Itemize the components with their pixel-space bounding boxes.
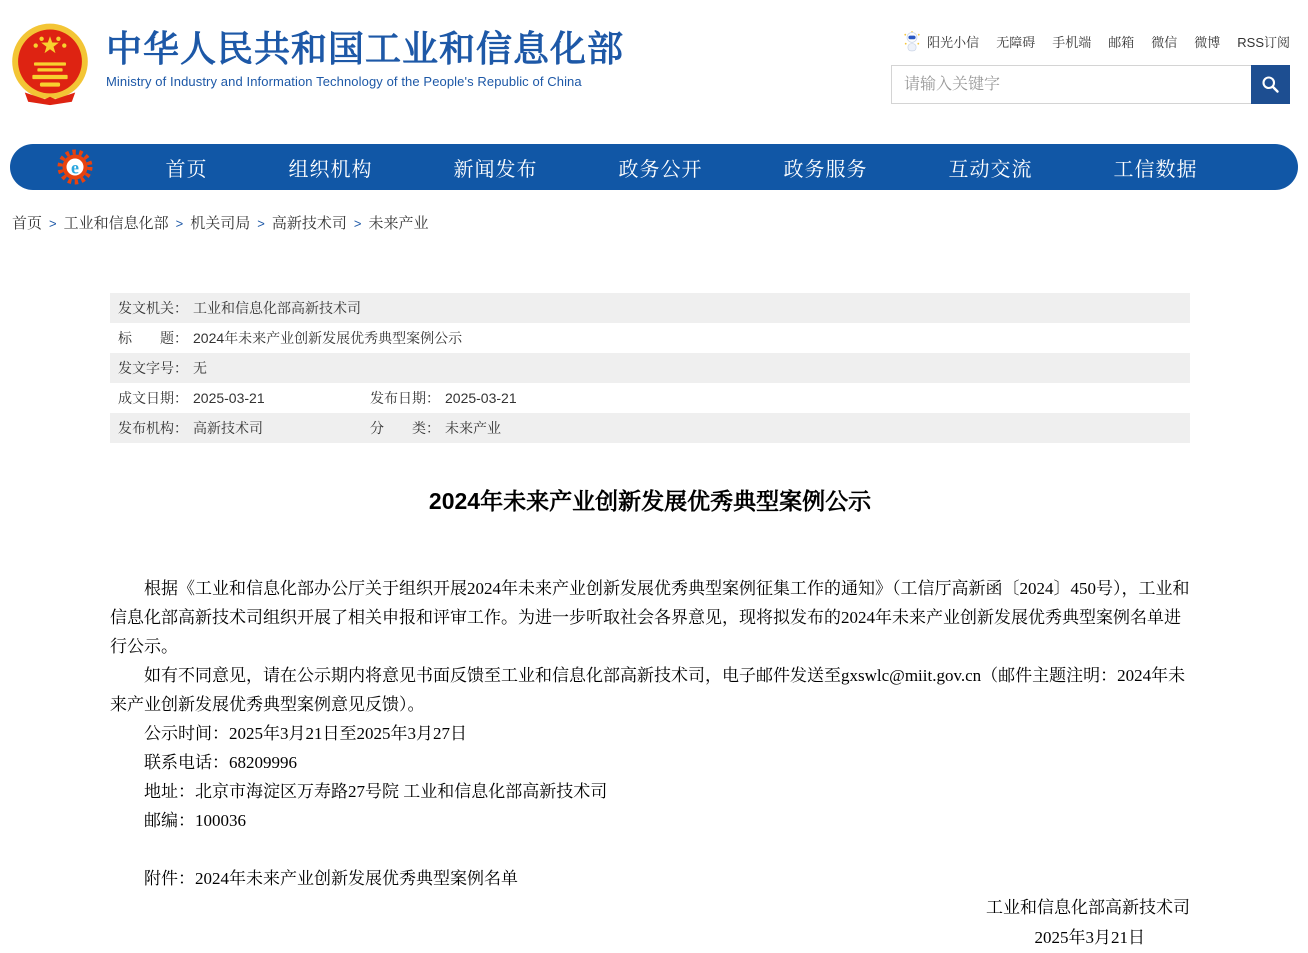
article-body: [110, 574, 1190, 835]
article-paragraph-5: 邮编：100036: [144, 811, 246, 830]
article-paragraph-2: 公示时间：2025年3月21日至2025年3月27日: [144, 724, 467, 743]
brand-text: [106, 22, 624, 89]
meta-label: 发布日期：: [370, 390, 440, 406]
meta-label: 发布机构：: [118, 420, 188, 436]
meta-row-1: [110, 323, 1190, 353]
site-title: 中华人民共和国工业和信息化部: [106, 28, 625, 69]
breadcrumb-item-4[interactable]: 未来产业: [368, 215, 429, 232]
search-button[interactable]: [1251, 65, 1290, 104]
meta-row-2: [110, 353, 1190, 383]
meta-label: 发文字号：: [118, 360, 188, 376]
meta-value: 工业和信息化部高新技术司: [193, 300, 361, 316]
top-links-list: [927, 32, 1290, 51]
main-nav: [10, 144, 1298, 190]
nav-item-4[interactable]: 政务服务: [783, 158, 868, 181]
meta-cell: [110, 323, 462, 353]
nav-item-0[interactable]: 首页: [165, 158, 208, 181]
meta-label: 分 类：: [370, 420, 440, 436]
breadcrumb-item-1[interactable]: 工业和信息化部: [63, 215, 169, 232]
search-input[interactable]: [891, 65, 1251, 104]
miit-gear-logo-icon: [55, 147, 95, 187]
nav-item-1[interactable]: 组织机构: [288, 158, 373, 181]
meta-value: 2024年未来产业创新发展优秀典型案例公示: [193, 330, 463, 346]
meta-row-3: [110, 383, 1190, 413]
meta-row-4: [110, 413, 1190, 443]
attachment-link[interactable]: 附件：2024年未来产业创新发展优秀典型案例名单: [144, 869, 518, 888]
article-title: 2024年未来产业创新发展优秀典型案例公示: [428, 488, 872, 514]
site-header: [0, 0, 1308, 132]
breadcrumb-separator: >: [49, 216, 57, 231]
breadcrumb-item-2[interactable]: 机关司局: [190, 215, 251, 232]
mascot-icon[interactable]: [903, 30, 921, 52]
signature-date: 2025年3月21日: [1034, 928, 1145, 947]
top-link-1[interactable]: 无障碍: [996, 34, 1036, 50]
svg-text:e: e: [71, 157, 79, 178]
site-subtitle: Ministry of Industry and Information Technology of the People's Republic of China: [106, 74, 582, 90]
nav-list: [95, 153, 1298, 182]
meta-cell: [110, 413, 370, 443]
top-link-3[interactable]: 邮箱: [1108, 34, 1135, 50]
article-paragraph-1: 如有不同意见，请在公示期内将意见书面反馈至工业和信息化部高新技术司，电子邮件发送至gxswlc@miit.gov.cn（邮件主题注明：2024年未来产业创新发展优秀典型案例意见反馈）。: [110, 666, 1186, 714]
meta-label: 成文日期：: [118, 390, 188, 406]
search-icon: [1260, 74, 1281, 95]
top-link-5[interactable]: 微博: [1194, 34, 1221, 50]
search-box: [891, 65, 1290, 104]
meta-cell: [370, 413, 501, 443]
meta-cell: [110, 383, 370, 413]
meta-cell: [110, 293, 361, 323]
breadcrumb-item-3[interactable]: 高新技术司: [271, 215, 347, 232]
breadcrumb: [12, 212, 1308, 233]
article-paragraph-3: 联系电话：68209996: [144, 753, 297, 772]
breadcrumb-item-0[interactable]: 首页: [12, 215, 43, 232]
nav-item-3[interactable]: 政务公开: [618, 158, 703, 181]
breadcrumb-separator: >: [257, 216, 265, 231]
top-link-0[interactable]: 阳光小信: [927, 34, 980, 50]
meta-value: 高新技术司: [193, 420, 263, 436]
meta-value: 未来产业: [445, 420, 501, 436]
national-emblem-icon: [8, 22, 92, 106]
nav-item-5[interactable]: 互动交流: [948, 158, 1033, 181]
meta-cell: [110, 353, 207, 383]
nav-item-2[interactable]: 新闻发布: [453, 158, 538, 181]
meta-row-0: [110, 293, 1190, 323]
top-link-6[interactable]: RSS订阅: [1237, 34, 1290, 50]
article-paragraph-0: 根据《工业和信息化部办公厅关于组织开展2024年未来产业创新发展优秀典型案例征集工作的通知》（工信厅高新函〔2024〕450号），工业和信息化部高新技术司组织开展了相关申报和评审工作。为进一步听取社会各界意见，现将拟发布的2024年未来产业创新发展优秀典型案例名单进行公示。: [110, 579, 1190, 656]
signature-block: [110, 893, 1190, 953]
meta-label: 标 题：: [118, 330, 188, 346]
header-right: [890, 22, 1290, 132]
breadcrumb-separator: >: [353, 216, 362, 231]
meta-value: 2025-03-21: [445, 390, 517, 406]
content: [110, 293, 1190, 953]
top-links: [903, 30, 1290, 52]
breadcrumb-separator: >: [175, 216, 184, 231]
top-link-4[interactable]: 微信: [1151, 34, 1178, 50]
top-link-2[interactable]: 手机端: [1052, 34, 1092, 50]
nav-item-6[interactable]: 工信数据: [1113, 158, 1198, 181]
meta-table: [110, 293, 1190, 443]
article-paragraph-4: 地址：北京市海淀区万寿路27号院 工业和信息化部高新技术司: [144, 782, 608, 801]
meta-label: 发文机关：: [118, 300, 188, 316]
meta-value: 无: [193, 360, 207, 376]
meta-value: 2025-03-21: [193, 390, 265, 406]
meta-cell: [370, 383, 517, 413]
brand: [8, 22, 624, 132]
signature-org: 工业和信息化部高新技术司: [986, 898, 1190, 917]
